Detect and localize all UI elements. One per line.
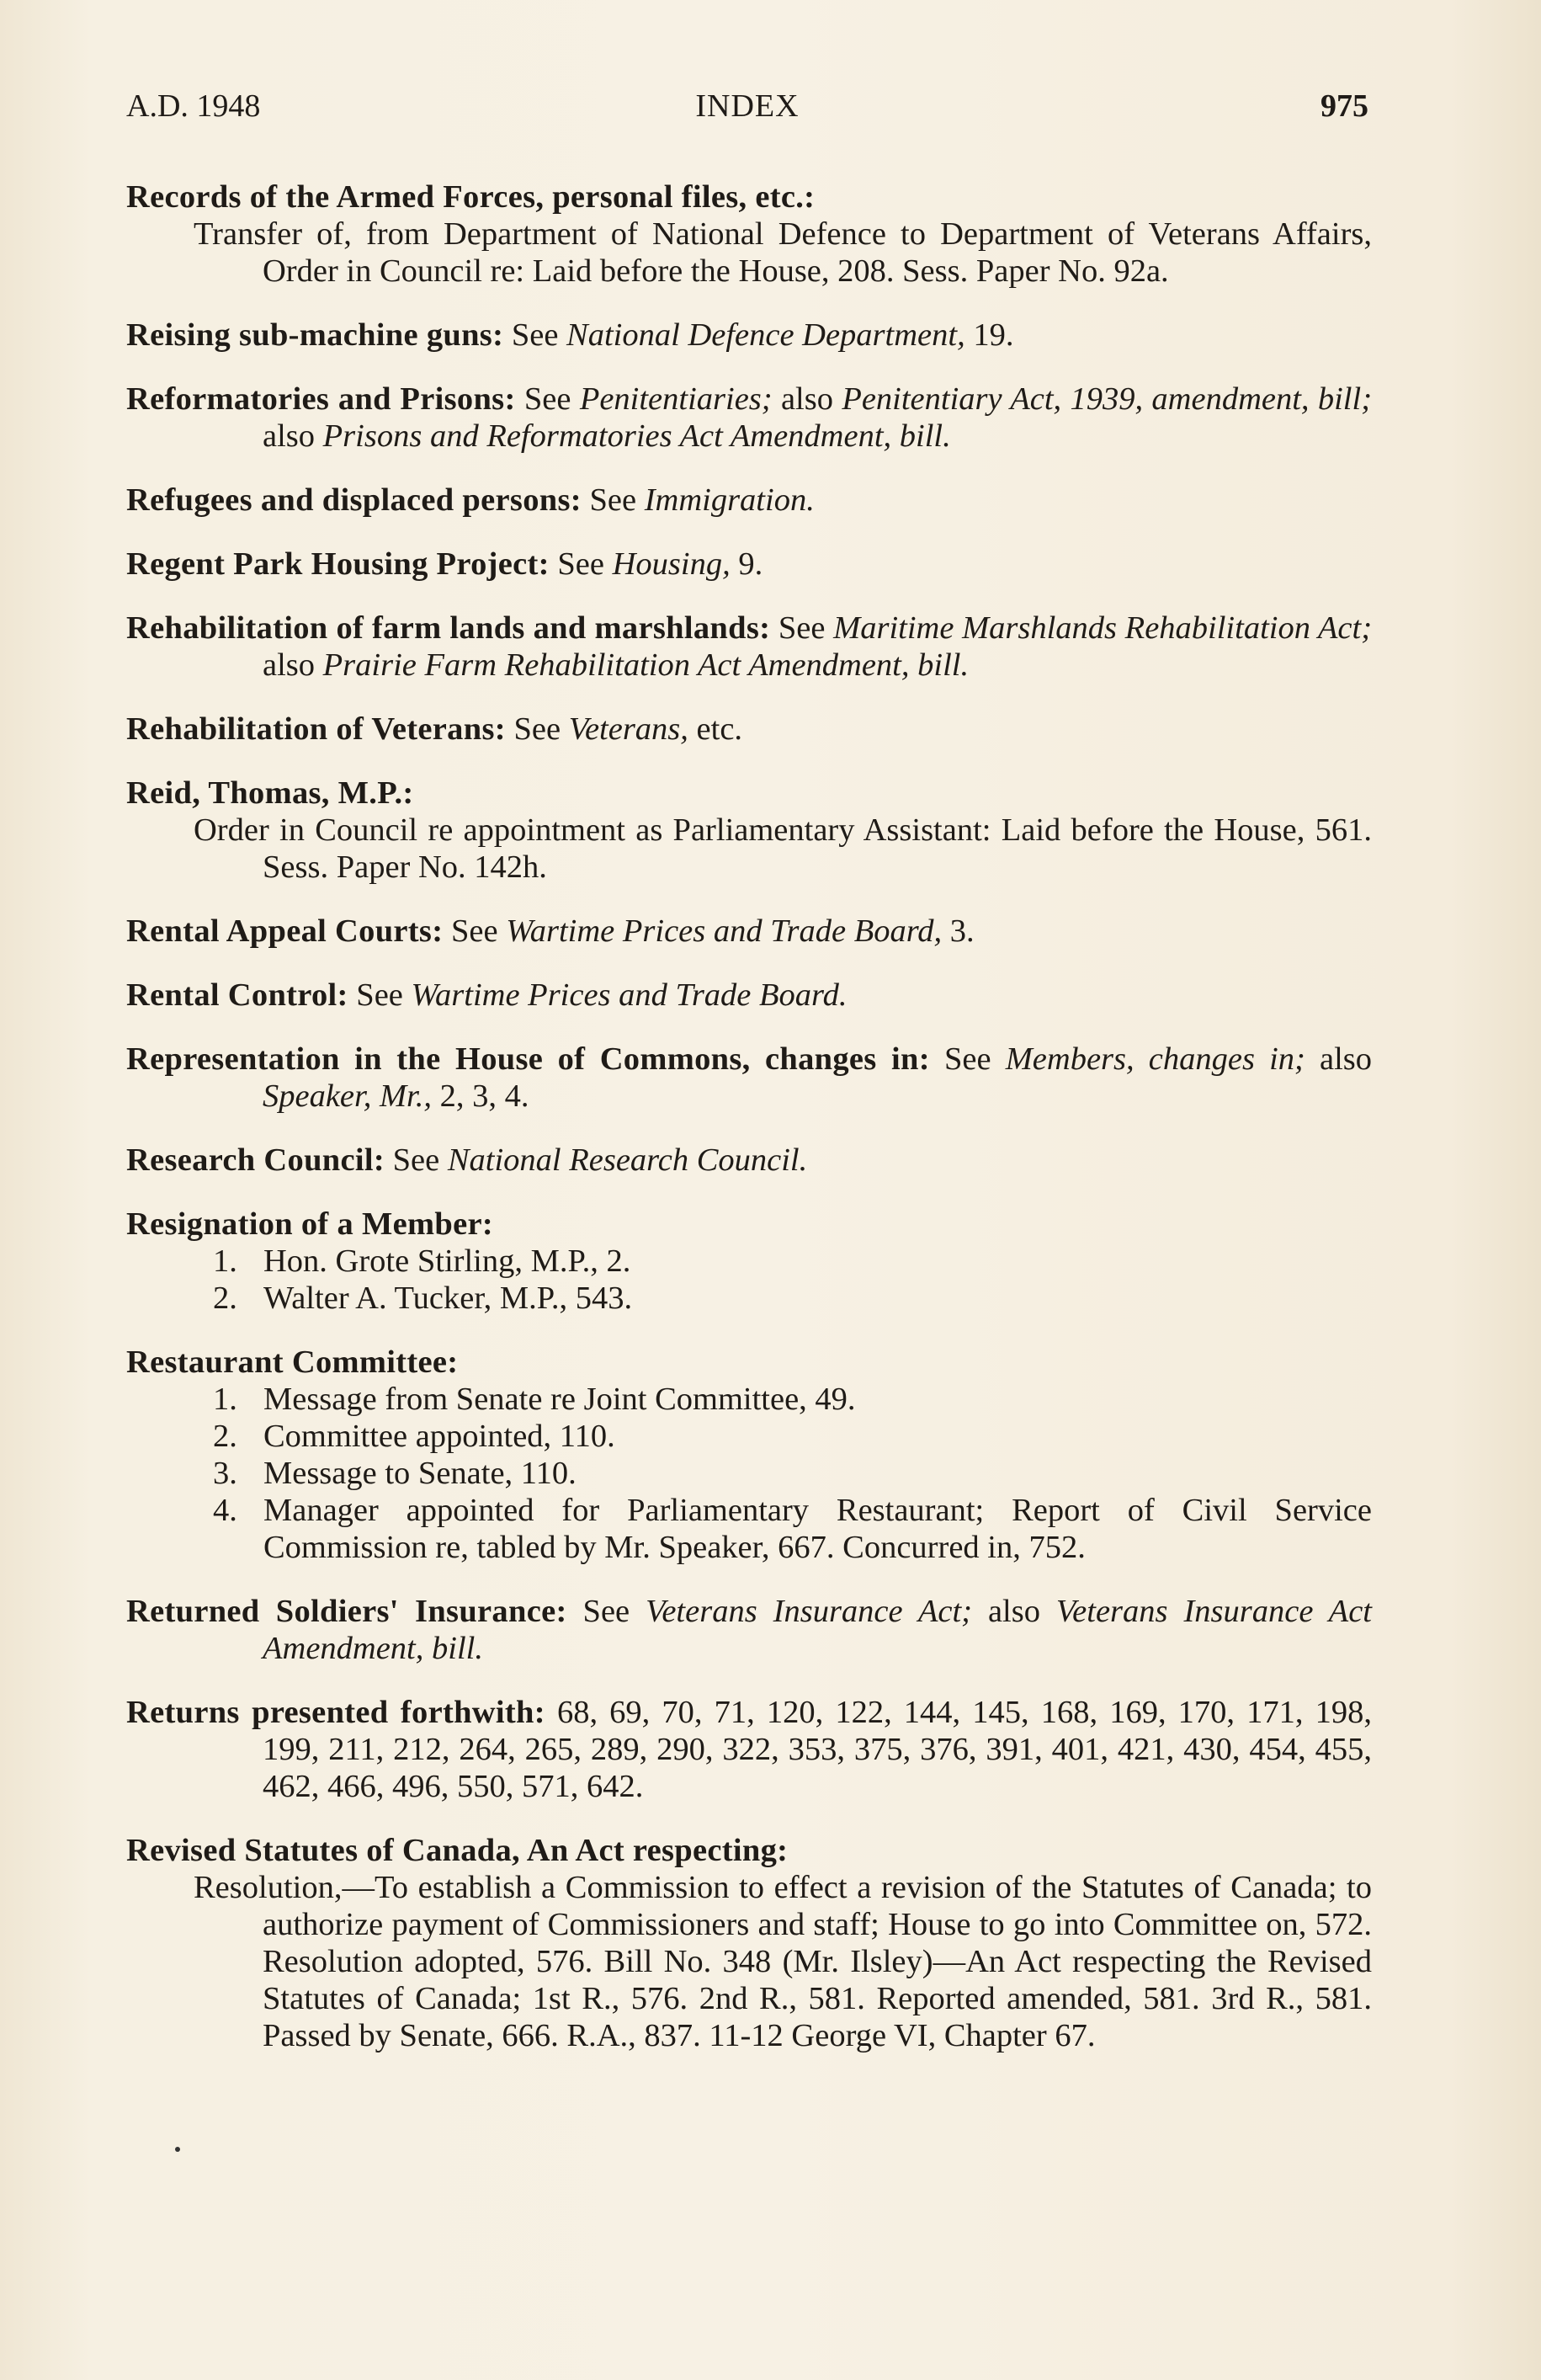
index-entry-reising: [126, 317, 1372, 354]
item-text: Walter A. Tucker, M.P., 543.: [263, 1281, 633, 1316]
entry-heading: Representation in the House of Commons, changes in:: [126, 1041, 930, 1077]
also-text: also: [780, 381, 833, 417]
cross-reference: Maritime Marshlands Rehabilitation Act;: [833, 610, 1373, 646]
cross-reference: Housing,: [612, 546, 731, 582]
see-text: See: [582, 1594, 630, 1629]
see-text: See: [557, 546, 604, 582]
entry-heading: Rehabilitation of Veterans:: [126, 711, 506, 747]
entry-heading: Refugees and displaced persons:: [126, 482, 582, 518]
item-number: 4.: [213, 1493, 237, 1528]
item-number: 2.: [213, 1419, 237, 1454]
cross-reference: Wartime Prices and Trade Board,: [506, 913, 943, 949]
item-number: 1.: [213, 1382, 237, 1417]
subentry-list: [126, 1381, 1372, 1566]
see-text: See: [450, 913, 498, 949]
index-entry-returns: [126, 1694, 1372, 1805]
entry-heading: Restaurant Committee:: [126, 1344, 459, 1380]
index-entry-regent: [126, 546, 1372, 583]
index-entry-resignation: [126, 1206, 1372, 1317]
page-ref: 9.: [738, 546, 763, 582]
entry-heading: Regent Park Housing Project:: [126, 546, 550, 582]
subentry-list: [126, 1243, 1372, 1317]
item-text: Message from Senate re Joint Committee, 49.: [263, 1382, 856, 1417]
entry-heading: Reising sub-machine guns:: [126, 317, 504, 353]
page-ref: etc.: [696, 711, 743, 747]
also-text: also: [987, 1594, 1040, 1629]
cross-reference: Penitentiary Act, 1939, amendment, bill;: [842, 381, 1373, 417]
entry-heading: Reid, Thomas, M.P.:: [126, 775, 414, 811]
see-text: See: [392, 1142, 440, 1178]
page-ref: 3.: [949, 913, 975, 949]
see-text: See: [944, 1041, 991, 1077]
index-entry-refugees: [126, 482, 1372, 519]
see-text: See: [513, 711, 561, 747]
list-item: [213, 1243, 1372, 1280]
entry-body: 68, 69, 70, 71, 120, 122, 144, 145, 168, 169, 170, 171, 198, 199, 211, 212, 264, 265, 289, 290, 322, 353, 375, 376, 391, 401, 421, 430, 454, 455, 462, 466, 496, 550, 571, 642.: [263, 1695, 1373, 1804]
also-text: also: [263, 647, 316, 683]
entry-body: Order in Council re appointment as Parliamentary Assistant: Laid before the House, 561. Sess. Paper No. 142h.: [194, 812, 1372, 885]
list-item: [213, 1492, 1372, 1566]
header-title: INDEX: [695, 88, 800, 124]
entry-heading: Resignation of a Member:: [126, 1206, 493, 1242]
print-speck: [175, 2147, 180, 2152]
item-text: Committee appointed, 110.: [263, 1419, 615, 1454]
cross-reference: Immigration.: [644, 482, 815, 518]
index-entry-reformatories: [126, 381, 1372, 455]
page-number: 975: [1320, 88, 1368, 124]
page-header: [126, 88, 1368, 130]
cross-reference: Members, changes in;: [1005, 1041, 1305, 1077]
list-item: [213, 1280, 1372, 1317]
cross-reference: Prisons and Reformatories Act Amendment, bill.: [322, 418, 951, 454]
index-entry-restaurant: [126, 1344, 1372, 1566]
cross-reference: Wartime Prices and Trade Board.: [411, 977, 848, 1013]
entry-heading: Research Council:: [126, 1142, 385, 1178]
index-entry-returned-soldiers: [126, 1593, 1372, 1667]
cross-reference: Veterans Insurance Act;: [646, 1594, 972, 1629]
see-text: See: [523, 381, 571, 417]
entry-heading: Returns presented forthwith:: [126, 1695, 545, 1730]
see-text: See: [356, 977, 403, 1013]
entry-heading: Returned Soldiers' Insurance:: [126, 1594, 567, 1629]
see-text: See: [589, 482, 637, 518]
cross-reference: National Defence Department,: [566, 317, 965, 353]
item-number: 3.: [213, 1456, 237, 1491]
list-item: [213, 1418, 1372, 1455]
index-entry-records: [126, 178, 1372, 290]
index-entry-revised-statutes: [126, 1832, 1372, 2054]
entry-heading: Rehabilitation of farm lands and marshlands:: [126, 610, 771, 646]
entry-body: Transfer of, from Department of National Defence to Department of Veterans Affairs, Order in Council re: Laid before the House, 208. Sess. Paper No. 92a.: [194, 216, 1372, 289]
also-text: also: [1319, 1041, 1373, 1077]
index-entry-representation: [126, 1041, 1372, 1115]
index-entry-rehab-farm: [126, 610, 1372, 684]
item-number: 1.: [213, 1243, 237, 1279]
item-text: Message to Senate, 110.: [263, 1456, 577, 1491]
list-item: [213, 1455, 1372, 1492]
entry-heading: Rental Control:: [126, 977, 348, 1013]
index-entry-reid: [126, 775, 1372, 886]
cross-reference: Veterans,: [568, 711, 688, 747]
entry-heading: Reformatories and Prisons:: [126, 381, 516, 417]
entry-body: Resolution,—To establish a Commission to effect a revision of the Statutes of Canada; to authorize payment of Commissioners and staff; House to go into Committee on, 572. Resolution adopted, 576. Bill No. 348 (Mr. Ilsley)—An Act respecting the Revised Statutes of Canada; 1st R., 576. 2nd R., 581. Reported amended, 581. 3rd R., 581. Passed by Senate, 666. R.A., 837. 11-12 George VI, Chapter 67.: [194, 1870, 1372, 2053]
entry-heading: Revised Statutes of Canada, An Act respecting:: [126, 1833, 789, 1868]
see-text: See: [778, 610, 826, 646]
also-text: also: [263, 418, 316, 454]
cross-reference: Prairie Farm Rehabilitation Act Amendment, bill.: [322, 647, 970, 683]
index-entry-rehab-veterans: [126, 711, 1372, 748]
index-entry-research: [126, 1142, 1372, 1179]
item-number: 2.: [213, 1281, 237, 1316]
see-text: See: [511, 317, 559, 353]
item-text: Manager appointed for Parliamentary Restaurant; Report of Civil Service Commission re, tabled by Mr. Speaker, 667. Concurred in, 752.: [263, 1493, 1372, 1565]
item-text: Hon. Grote Stirling, M.P., 2.: [263, 1243, 631, 1279]
cross-reference: National Research Council.: [447, 1142, 808, 1178]
page-ref: 2, 3, 4.: [439, 1078, 529, 1114]
list-item: [213, 1381, 1372, 1418]
index-entry-rental-appeal: [126, 913, 1372, 950]
entry-heading: Records of the Armed Forces, personal files, etc.:: [126, 179, 816, 215]
header-year: A.D. 1948: [126, 88, 261, 124]
cross-reference: Penitentiaries;: [579, 381, 773, 417]
cross-reference: Veterans Insurance Act Amendment, bill.: [263, 1594, 1372, 1666]
index-entries: [126, 178, 1372, 2081]
cross-reference: Speaker, Mr.,: [263, 1078, 433, 1114]
page-ref: 19.: [973, 317, 1014, 353]
entry-heading: Rental Appeal Courts:: [126, 913, 444, 949]
index-entry-rental-control: [126, 977, 1372, 1014]
